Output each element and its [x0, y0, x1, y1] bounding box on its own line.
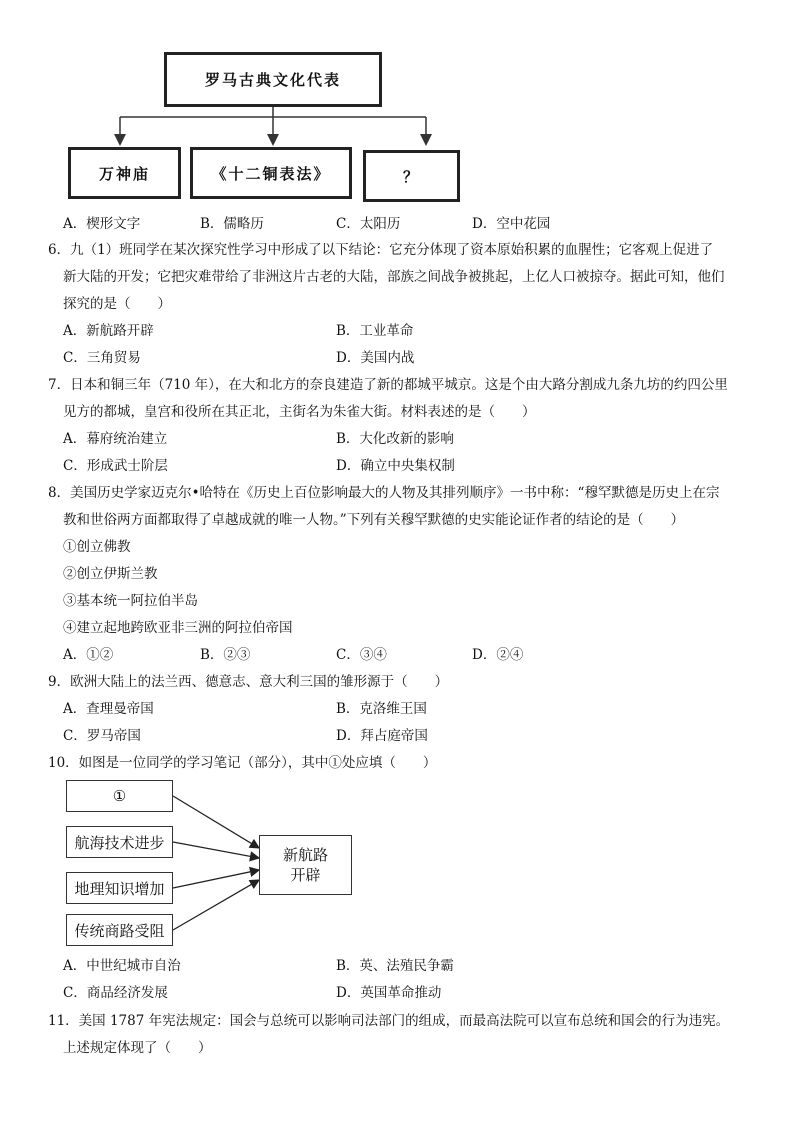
q6-option-b: B．工业革命	[336, 323, 414, 339]
q8-option-c: C．③④	[336, 647, 387, 663]
notes-box-blank-label: ①	[112, 787, 127, 805]
q8-option-a: A．①②	[63, 647, 114, 663]
q10-stem-line1: 10．如图是一位同学的学习笔记（部分），其中①处应填（ ）	[48, 755, 437, 771]
notes-target-box	[259, 835, 352, 895]
q8-item-2: ②创立伊斯兰教	[63, 566, 158, 582]
q6-option-c: C．三角贸易	[63, 350, 141, 366]
notes-box-navigation-tech-label: 航海技术进步	[74, 833, 165, 852]
q9-option-a: A．查理曼帝国	[63, 701, 154, 717]
q10-option-b: B．英、法殖民争霸	[336, 958, 454, 974]
q10-option-c: C．商品经济发展	[63, 985, 168, 1001]
q6-stem-line3: 探究的是（ ）	[63, 296, 171, 312]
q7-stem-line2: 见方的都城，皇宫和役所在其正北，主街名为朱雀大街。材料表述的是（ ）	[63, 404, 536, 420]
q8-option-b: B．②③	[200, 647, 251, 663]
notes-target-line1: 新航路	[282, 846, 328, 864]
q8-item-4: ④建立起地跨欧亚非三洲的阿拉伯帝国	[63, 620, 293, 636]
q5-option-c: C．太阳历	[336, 216, 401, 232]
q6-stem-line2: 新大陆的开发；它把灾难带给了非洲这片古老的大陆，部族之间战争被挑起，上亿人口被掠夺。据此可知，他们	[63, 269, 725, 285]
q9-option-d: D．拜占庭帝国	[336, 728, 428, 744]
q5-option-b: B．儒略历	[200, 216, 264, 232]
q9-option-b: B．克洛维王国	[336, 701, 427, 717]
q5-option-d: D．空中花园	[472, 216, 551, 232]
diagram-box-twelve-tables-label: 《十二铜表法》	[211, 164, 331, 183]
diagram-box-pantheon-label: 万神庙	[98, 164, 150, 183]
q8-item-1: ①创立佛教	[63, 539, 131, 555]
q8-stem-line1: 8．美国历史学家迈克尔•哈特在《历史上百位影响最大的人物及其排列顺序》一书中称：“穆罕默德是历史上在宗	[48, 485, 720, 501]
q11-stem-line2: 上述规定体现了（ ）	[63, 1040, 212, 1056]
q6-option-d: D．美国内战	[336, 350, 415, 366]
q7-option-c: C．形成武士阶层	[63, 458, 168, 474]
q7-option-a: A．幕府统治建立	[63, 431, 168, 447]
notes-box-geography-label: 地理知识增加	[74, 879, 165, 898]
q5-option-a: A．楔形文字	[63, 216, 141, 232]
q9-option-c: C．罗马帝国	[63, 728, 141, 744]
q10-option-d: D．英国革命推动	[336, 985, 442, 1001]
q9-stem-line1: 9．欧洲大陆上的法兰西、德意志、意大利三国的雏形源于（ ）	[48, 674, 449, 690]
q10-option-a: A．中世纪城市自治	[63, 958, 181, 974]
q8-item-3: ③基本统一阿拉伯半岛	[63, 593, 198, 609]
notes-target-line2: 开辟	[290, 866, 321, 884]
q6-option-a: A．新航路开辟	[63, 323, 154, 339]
q7-stem-line1: 7．日本和铜三年（710 年），在大和北方的奈良建造了新的都城平城京。这是个由大路分割成九条九坊的约四公里	[48, 377, 728, 393]
q11-stem-line1: 11．美国 1787 年宪法规定：国会与总统可以影响司法部门的组成，而最高法院可以宣布总统和国会的行为违宪。	[48, 1013, 730, 1029]
q7-option-b: B．大化改新的影响	[336, 431, 454, 447]
diagram-top-label: 罗马古典文化代表	[204, 71, 341, 89]
q8-stem-line2: 教和世俗两方面都取得了卓越成就的唯一人物。”下列有关穆罕默德的史实能论证作者的结论的是（ ）	[63, 512, 685, 528]
diagram-box-question-label: ？	[402, 167, 420, 186]
q7-option-d: D．确立中央集权制	[336, 458, 455, 474]
notes-box-trade-routes-label: 传统商路受阻	[74, 921, 165, 940]
q6-stem-line1: 6．九（1）班同学在某次探究性学习中形成了以下结论：它充分体现了资本原始积累的血腥性；它客观上促进了	[48, 242, 714, 258]
q8-option-d: D．②④	[472, 647, 524, 663]
